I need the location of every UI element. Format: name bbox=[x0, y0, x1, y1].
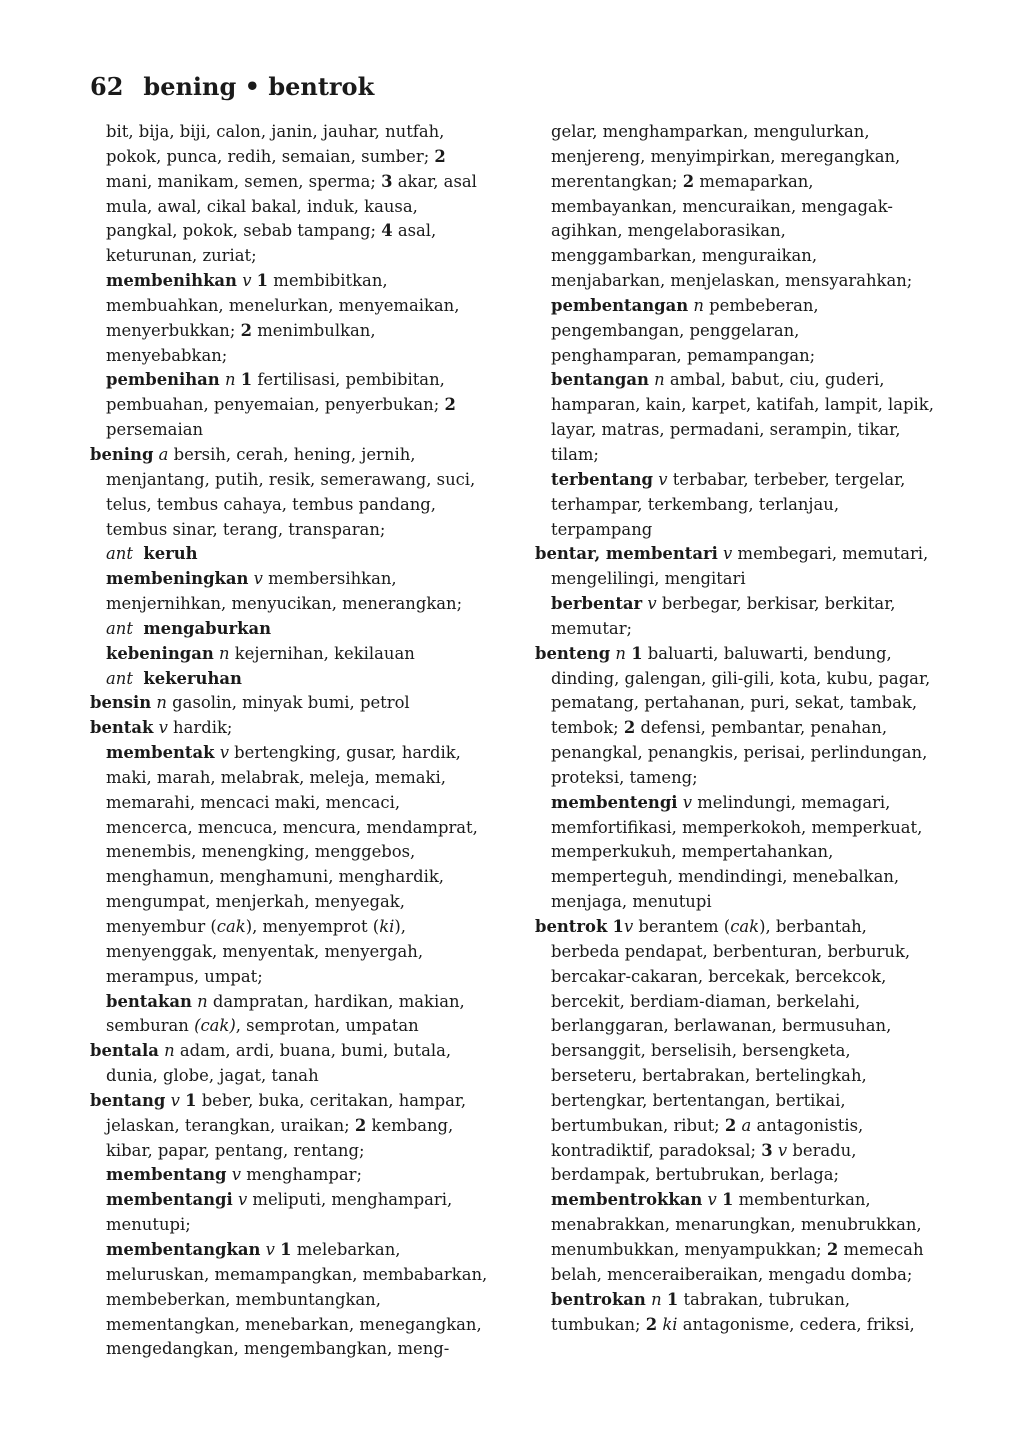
subentry-pembenihan: pembenihan n 1 fertilisasi, pembibitan, pembuahan, penyemaian, penyerbukan; 2 persemaian bbox=[106, 370, 456, 440]
subentry-membentengi: membentengi v melindungi, memagari, memfortifikasi, memperkokoh, memperkuat, memperkukuh, mempertahankan, memperteguh, mendindingi, menebalkan, menjaga, menutupi bbox=[551, 792, 923, 912]
subentry-membeningkan: membeningkan v membersihkan, menjernihkan, menyucikan, menerangkan; bbox=[106, 569, 463, 614]
guide-word-last: bentrok bbox=[268, 72, 375, 101]
subentry-kebeningan: kebeningan n kejernihan, kekilauan bbox=[106, 643, 415, 663]
subentry-bentakan: bentakan n dampratan, hardikan, makian, semburan (cak), semprotan, umpatan bbox=[106, 991, 465, 1036]
subentry-pembentangan: pembentangan n pembeberan, pengembangan, penggelaran, penghamparan, pemampangan; bbox=[551, 295, 819, 365]
page-header bbox=[90, 72, 374, 101]
antonym-keruh: ant keruh bbox=[106, 544, 198, 564]
entry-bentala: bentala n adam, ardi, buana, bumi, butala, dunia, globe, jagat, tanah bbox=[90, 1041, 452, 1086]
entry-bening: bening a bersih, cerah, hening, jernih, menjantang, putih, resik, semerawang, suci, telus, tembus cahaya, tembus pandang, tembus sinar, terang, transparan; bbox=[90, 444, 476, 539]
antonym-kekeruhan: ant kekeruhan bbox=[106, 668, 242, 688]
entry-bentak: bentak v hardik; bbox=[90, 718, 233, 738]
right-column bbox=[535, 120, 935, 1337]
subentry-terbentang: terbentang v terbabar, terbeber, tergelar, terhampar, terkembang, terlanjau, terpampang bbox=[551, 469, 906, 539]
subentry-membentangi: membentangi v meliputi, menghampari, menutupi; bbox=[106, 1190, 453, 1235]
entry-continuation-membentangkan: gelar, menghamparkan, mengulurkan, menjereng, menyimpirkan, meregangkan, merentangkan; 2 memaparkan, membayankan, mencuraikan, mengagak-agihkan, mengelaborasikan, menggambarkan, menguraikan, menjabarkan, menjelaskan, mensyarahkan; bbox=[551, 122, 913, 291]
entry-bentrok: bentrok 1v berantem (cak), berbantah, berbeda pendapat, berbenturan, berburuk, bercakar-cakaran, bercekak, bercekcok, bercekit, berdiam-diaman, berkelahi, berlanggaran, berlawanan, bermusuhan, bersanggit, berselisih, bersengketa, berseteru, bertabrakan, bertelingkah, bertengkar, bertentangan, bertikai, bertumbukan, ribut; 2 a antagonistis, kontradiktif, paradoksal; 3 v beradu, berdampak, bertubrukan, berlaga; bbox=[535, 917, 911, 1185]
subentry-bentrokan: bentrokan n 1 tabrakan, tubrukan, tumbukan; 2 ki antagonisme, cedera, friksi, bbox=[551, 1289, 915, 1334]
entry-bentar: bentar, membentari v membegari, memutari, mengelilingi, mengitari bbox=[535, 544, 929, 589]
antonym-mengaburkan: ant mengaburkan bbox=[106, 618, 272, 638]
subentry-membentangkan: membentangkan v 1 melebarkan, meluruskan, memampangkan, membabarkan, membeberkan, membuntangkan, mementangkan, menebarkan, menegangkan, mengedangkan, mengembangkan, meng- bbox=[106, 1239, 488, 1359]
entry-continuation: bit, bija, biji, calon, janin, jauhar, nutfah, pokok, punca, redih, semaian, sumber; 2 mani, manikam, semen, sperma; 3 akar, asal mula, awal, cikal bakal, induk, kausa, pangkal, pokok, sebab tampang; 4 asal, keturunan, zuriat; bbox=[106, 122, 477, 266]
subentry-membentak: membentak v bertengking, gusar, hardik, maki, marah, melabrak, meleja, memaki, memarahi, mencaci maki, mencaci, mencerca, mencuca, mencura, mendamprat, menembis, menengking, menggebos, menghamun, menghamuni, menghardik, mengumpat, menjerkah, menyegak, menyembur (cak), menyemprot (ki), menyenggak, menyentak, menyergah, merampus, umpat; bbox=[106, 743, 478, 986]
subentry-membentrokkan: membentrokkan v 1 membenturkan, menabrakkan, menarungkan, menubrukkan, menumbukkan, menyampukkan; 2 memecah belah, menceraiberaikan, mengadu domba; bbox=[551, 1190, 924, 1284]
subentry-membentang: membentang v menghampar; bbox=[106, 1165, 362, 1185]
subentry-bentangan: bentangan n ambal, babut, ciu, guderi, hamparan, kain, karpet, katifah, lampit, lapik, layar, matras, permadani, serampin, tikar, tilam; bbox=[551, 370, 934, 464]
subentry-berbentar: berbentar v berbegar, berkisar, berkitar, memutar; bbox=[551, 594, 896, 638]
entry-benteng: benteng n 1 baluarti, baluwarti, bendung, dinding, galengan, gili-gili, kota, kubu, pagar, pematang, pertahanan, puri, sekat, tambak, tembok; 2 defensi, pembantar, penahan, penangkal, penangkis, perisai, perlindungan, proteksi, tameng; bbox=[535, 643, 931, 787]
entry-bensin: bensin n gasolin, minyak bumi, petrol bbox=[90, 693, 410, 713]
guide-word-first: bening bbox=[143, 72, 237, 101]
guide-word-bullet: • bbox=[244, 72, 260, 101]
entry-bentang: bentang v 1 beber, buka, ceritakan, hampar, jelaskan, terangkan, uraikan; 2 kembang, kibar, papar, pentang, rentang; bbox=[90, 1090, 467, 1160]
subentry-membenihkan: membenihkan v 1 membibitkan, membuahkan, menelurkan, menyemaikan, menyerbukkan; 2 menimbulkan, menyebabkan; bbox=[106, 271, 460, 365]
left-column bbox=[90, 120, 490, 1362]
page-number: 62 bbox=[90, 72, 124, 101]
